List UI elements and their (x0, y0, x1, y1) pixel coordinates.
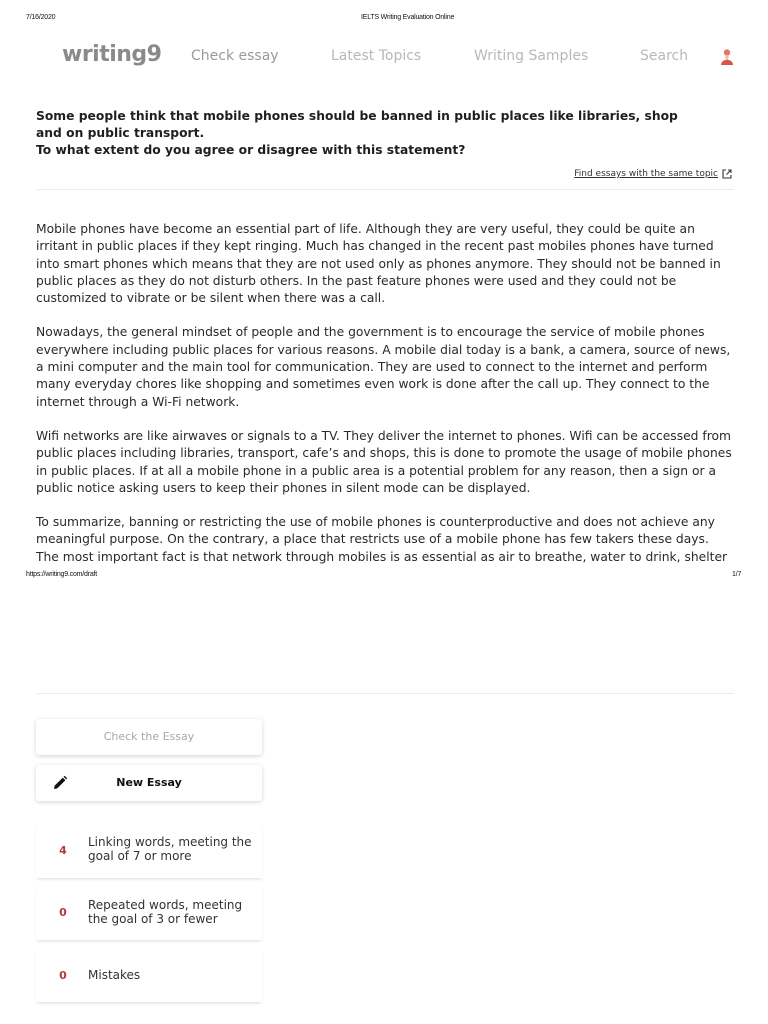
print-date: 7/16/2020 (26, 14, 56, 21)
site-logo[interactable]: writing9 (62, 42, 162, 67)
essay-paragraph: To summarize, banning or restricting the use of mobile phones is counterproductive and does not achieve any meaningful purpose. On the contrary, a place that restricts use of a mobile phone has few takers these days. The most important fact is that network through mobiles is as essential as air to breathe, water to drink, shelter (36, 515, 728, 564)
user-icon[interactable] (719, 48, 735, 66)
pencil-icon (52, 775, 68, 791)
page-top-mask (0, 600, 768, 622)
print-doc-title: IELTS Writing Evaluation Online (361, 14, 455, 21)
stat-count: 0 (59, 969, 67, 982)
print-url: https://writing9.com/draft (26, 571, 98, 578)
top-nav (0, 40, 768, 74)
essay-text (36, 221, 734, 566)
stat-linking-words (36, 824, 262, 878)
nav-search[interactable]: Search (640, 48, 689, 64)
nav-latest-topics[interactable]: Latest Topics (331, 48, 422, 64)
essay-question (36, 108, 696, 159)
stat-mistakes (36, 948, 262, 1002)
essay-paragraph: Mobile phones have become an essential part of life. Although they are very useful, they could be quite an irritant in public places if they kept ringing. Much has changed in the recent past mobiles phones have turned into smart phones which means that they are not used only as phones anymore. They should not be banned in public places as they do not disturb others. In the past feature phones were used and they could not be customized to vibrate or be silent when there was a call. (36, 222, 721, 306)
new-essay-button[interactable] (36, 765, 262, 801)
stat-label: Repeated words, meeting the goal of 3 or fewer (88, 898, 243, 926)
stat-label: Mistakes (88, 968, 141, 982)
divider (36, 693, 734, 694)
stat-repeated-words (36, 886, 262, 940)
stat-label: Linking words, meeting the goal of 7 or more (88, 835, 252, 863)
nav-writing-samples[interactable]: Writing Samples (474, 48, 589, 64)
nav-check-essay[interactable]: Check essay (191, 48, 279, 64)
find-same-topic-link[interactable] (574, 169, 732, 179)
stat-count: 4 (59, 844, 67, 857)
print-page-number: 1/7 (732, 571, 742, 578)
essay-paragraph: Wifi networks are like airwaves or signals to a TV. They deliver the internet to phones. Wifi can be accessed from public places including libraries, transport, cafe’s and shops, this is done to promote the usage of mobile phones in public places. If at all a mobile phone in a public area is a potential problem for any reason, then a sign or a public notice asking users to keep their phones in silent mode can be displayed. (36, 428, 732, 495)
question-instruction: To what extent do you agree or disagree with this statement? (36, 143, 466, 157)
find-same-topic-label: Find essays with the same topic (574, 169, 718, 179)
new-essay-label: New Essay (116, 776, 182, 789)
question-prompt: Some people think that mobile phones should be banned in public places like libraries, shop and on public transport. (36, 109, 678, 140)
stat-count: 0 (59, 906, 67, 919)
external-link-icon (722, 169, 732, 179)
check-essay-button[interactable]: Check the Essay (36, 719, 262, 755)
divider (36, 189, 734, 190)
essay-paragraph: Nowadays, the general mindset of people and the government is to encourage the service of mobile phones everywhere including public places for various reasons. A mobile dial today is a bank, a camera, source of news, a mini computer and the main tool for communication. They are used to connect to the internet and perform many everyday chores like shopping and sometimes even work is done after the call up. They connect to the internet through a Wi-Fi network. (36, 325, 731, 409)
